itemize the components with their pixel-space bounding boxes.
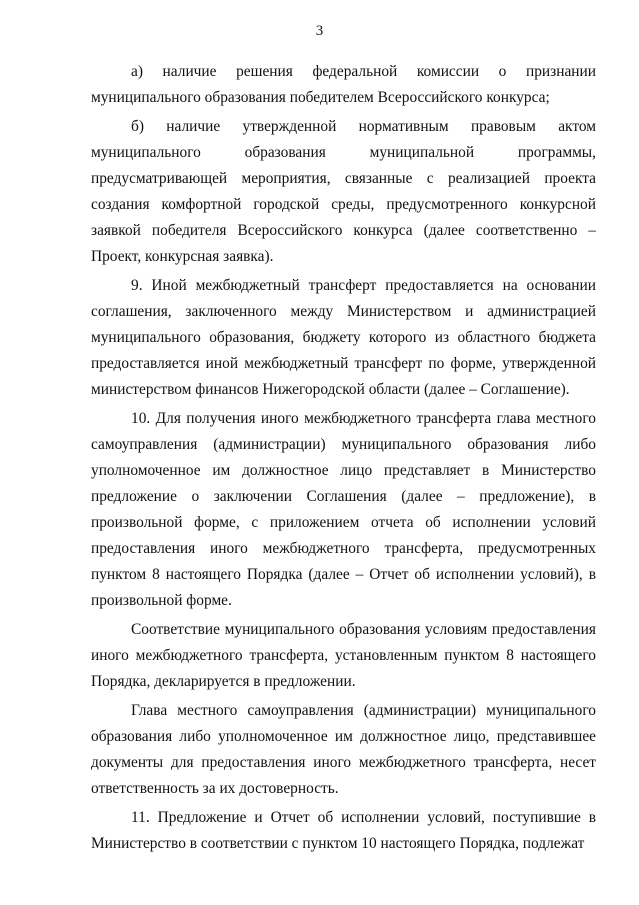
paragraph-compliance: Соответствие муниципального образования условиям предоставления иного межбюджетного трансферта, установленным пунктом 8 настоящего Порядка, декларируется в предложении. <box>91 621 596 690</box>
paragraph-10: 10. Для получения иного межбюджетного трансферта глава местного самоуправления (администрации) муниципального образования либо уполномоченное им должностное лицо представляет в Министерство предложение о заключении Соглашения (далее – предложение), в произвольной форме, с приложением отчета об исполнении условий предоставления иного межбюджетного трансферта, предусмотренных пунктом 8 настоящего Порядка (далее – Отчет об исполнении условий), в произвольной форме. <box>91 410 596 609</box>
paragraph-9: 9. Иной межбюджетный трансферт предоставляется на основании соглашения, заключенного между Министерством и администрацией муниципального образования, бюджету которого из областного бюджета предоставляется иной межбюджетный трансферт по форме, утвержденной министерством финансов Нижегородской области (далее – Соглашение). <box>91 277 596 398</box>
paragraph-responsibility: Глава местного самоуправления (администрации) муниципального образования либо уполномоченное им должностное лицо, представившее документы для предоставления иного межбюджетного трансферта, несет ответственность за их достоверность. <box>91 702 596 797</box>
paragraph-8a: а) наличие решения федеральной комиссии о признании муниципального образования победителем Всероссийского конкурса; <box>91 63 596 106</box>
paragraph-8b: б) наличие утвержденной нормативным правовым актом муниципального образования муниципальной программы, предусматривающей мероприятия, связанные с реализацией проекта создания комфортной городской среды, предусмотренного конкурсной заявкой победителя Всероссийского конкурса (далее соответственно – Проект, конкурсная заявка). <box>91 118 596 265</box>
page-number: 3 <box>315 23 324 39</box>
paragraph-11: 11. Предложение и Отчет об исполнении условий, поступившие в Министерство в соответствии с пунктом 10 настоящего Порядка, подлежат <box>91 809 596 853</box>
document-body <box>91 59 596 857</box>
